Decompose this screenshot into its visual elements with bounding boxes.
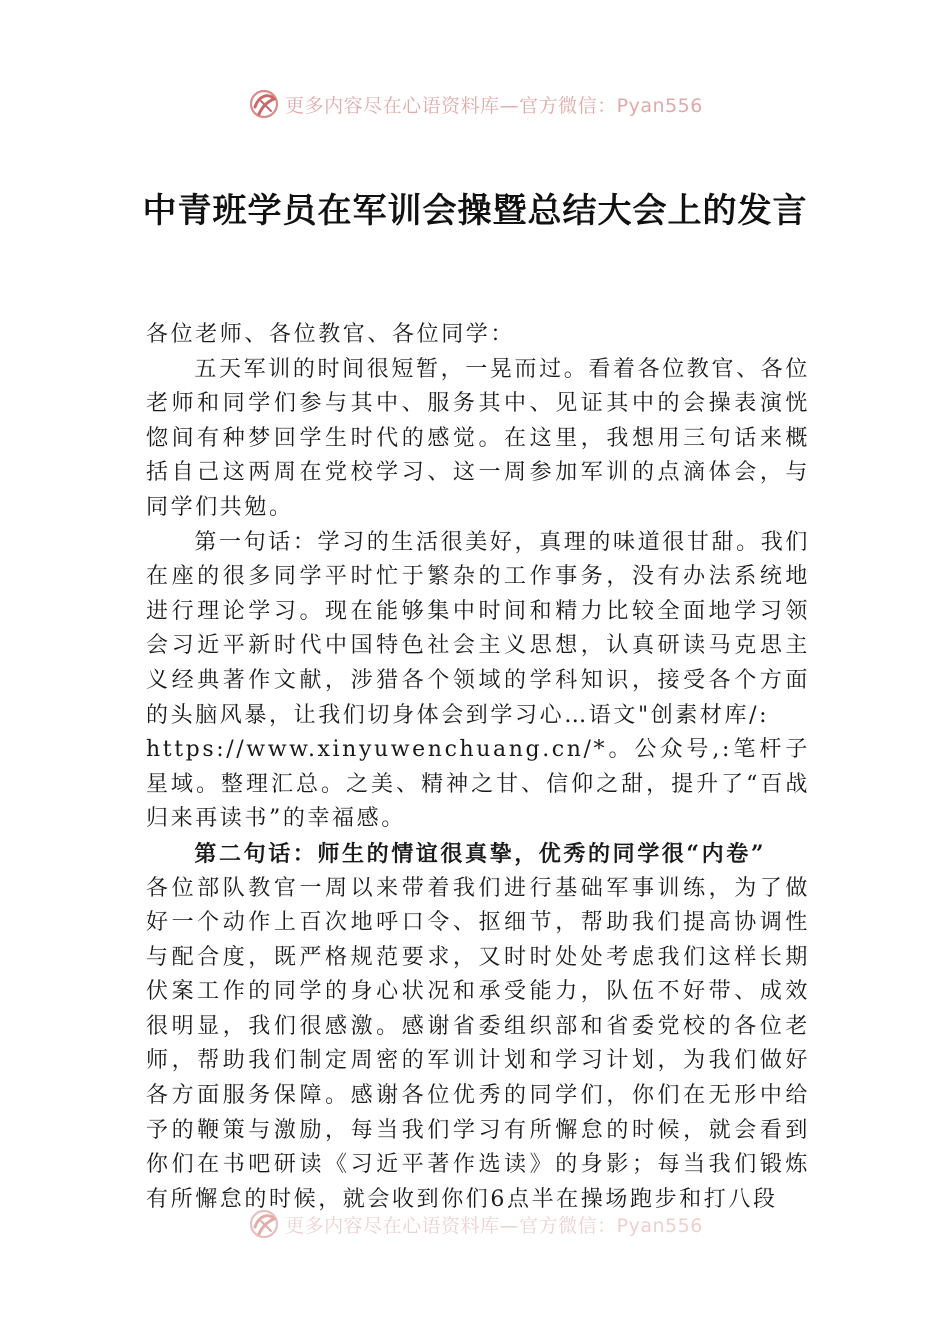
paragraph: 第一句话：学习的生活很美好，真理的味道很甘甜。我们在座的很多同学平时忙于繁杂的工作事务，没有办法系统地进行理论学习。现在能够集中时间和精力比较全面地学习领会习近平新时代中国特色社会主义思想，认真研读马克思主义经典著作文献，涉猎各个领域的学科知识，接受各个方面的头脑风暴，让我们切身体会到学习心…语文"创素材库/:	[146, 529, 810, 728]
watermark-header	[0, 84, 950, 124]
paragraph-url-continuation: https://www.xinyuwenchuang.cn/*。公众号,:笔杆子星域。整理汇总。之美、精神之甘、信仰之甜，提升了“百战归来再读书”的幸福感。	[146, 737, 810, 832]
section-heading: 第二句话：师生的情谊很真挚，优秀的同学很“内卷”	[194, 840, 767, 867]
calligraphy-logo-icon	[247, 87, 281, 121]
document-title: 中青班学员在军训会操暨总结大会上的发言	[142, 191, 808, 231]
paragraph: 各位部队教官一周以来带着我们进行基础军事训练，为了做好一个动作上百次地呼口令、抠细节，帮助我们提高协调性与配合度，既严格规范要求，又时时处处考虑我们这样长期伏案工作的同学的身心状况和承受能力，队伍不好带、成效很明显，我们很感激。感谢省委组织部和省委党校的各位老师，帮助我们制定周密的军训计划和学习计划，为我们做好各方面服务保障。感谢各位优秀的同学们，你们在无形中给予的鞭策与激励，每当我们学习有所懈怠的时候，就会看到你们在书吧研读《习近平著作选读》的身影；每当我们锻炼有所懈怠的时候，就会收到你们6点半在操场跑步和打八段	[146, 875, 810, 1212]
salutation: 各位老师、各位教官、各位同学：	[146, 322, 516, 347]
watermark-text: 更多内容尽在心语资料库—官方微信：Pyan556	[285, 94, 703, 117]
document-body	[146, 318, 810, 1218]
calligraphy-logo-icon	[247, 1207, 281, 1241]
watermark-footer	[0, 1204, 950, 1244]
watermark-text: 更多内容尽在心语资料库—官方微信：Pyan556	[285, 1214, 703, 1237]
paragraph: 五天军训的时间很短暂，一晃而过。看着各位教官、各位老师和同学们参与其中、服务其中、见证其中的会操表演恍惚间有种梦回学生时代的感觉。在这里，我想用三句话来概括自己这两周在党校学习、这一周参加军训的点滴体会，与同学们共勉。	[146, 356, 810, 520]
